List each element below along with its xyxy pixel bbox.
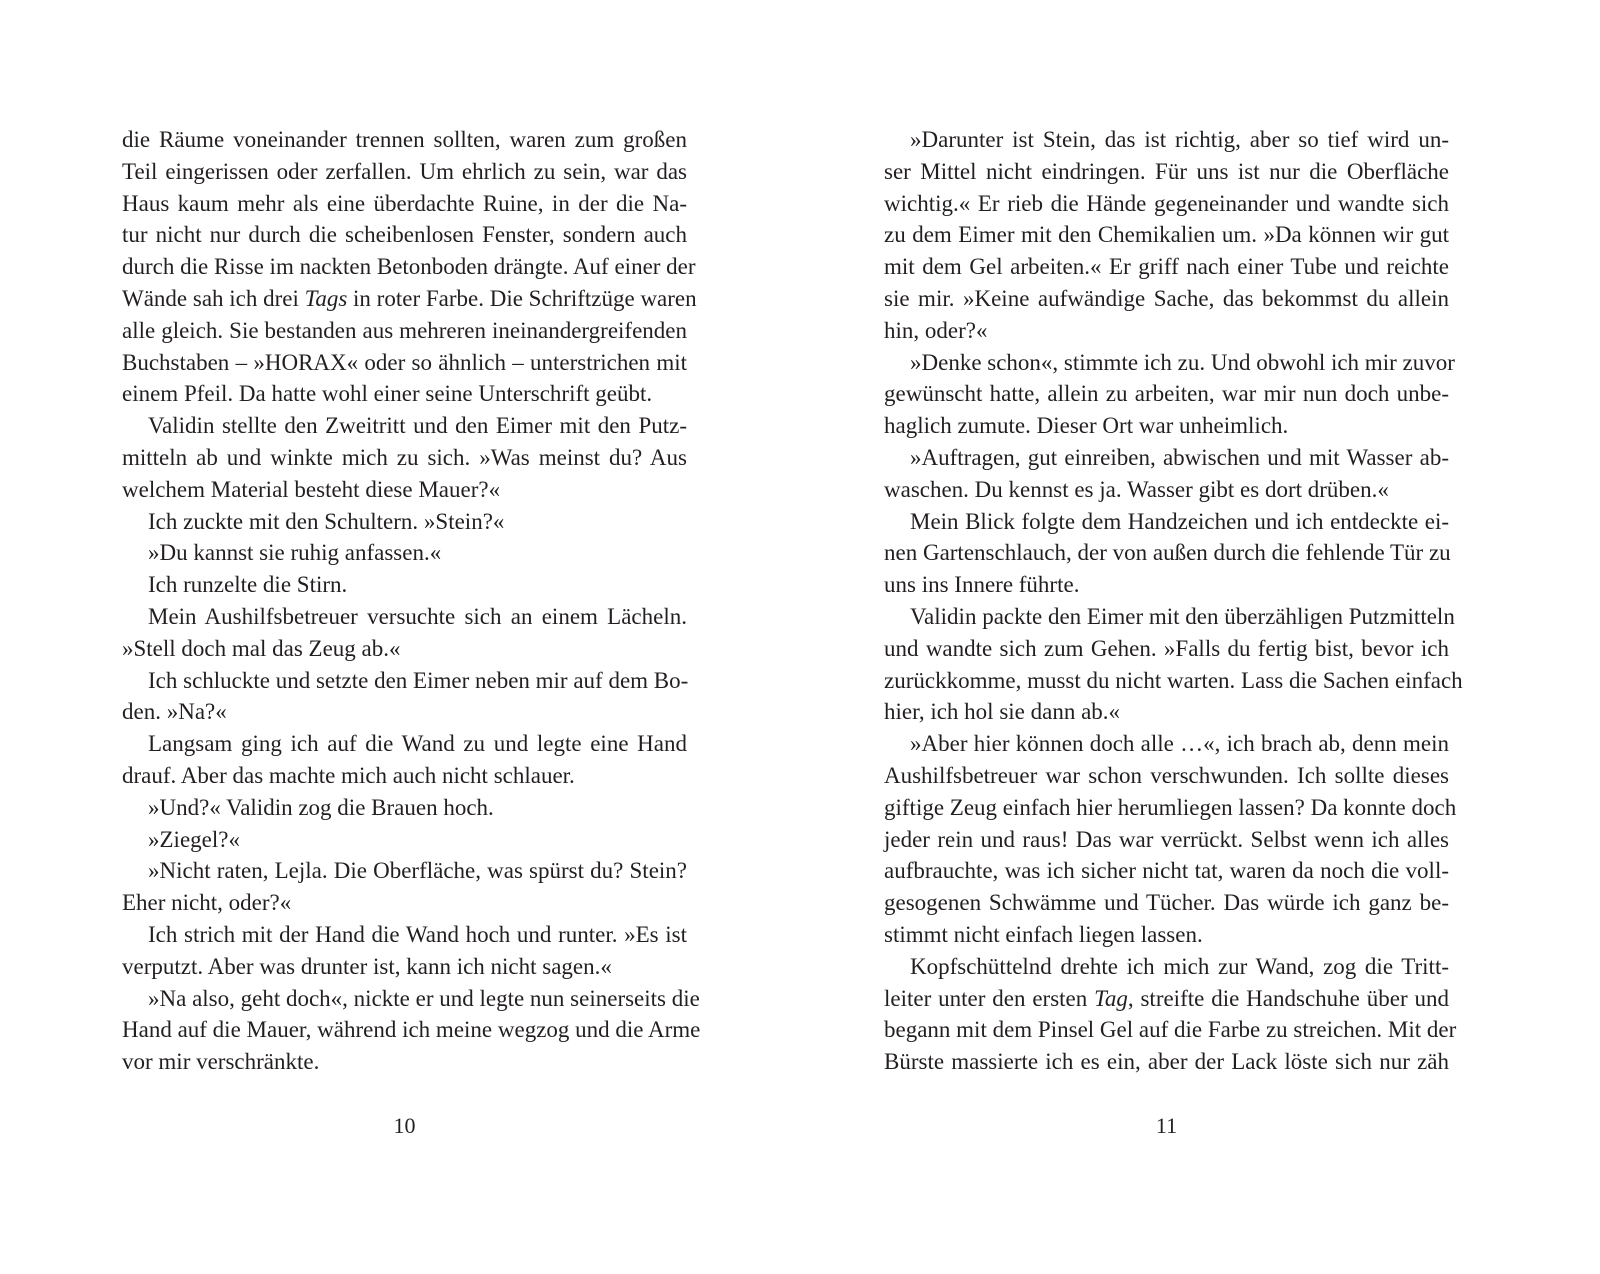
text-line: »Und?« Validin zog die Brauen hoch. <box>148 794 494 820</box>
italic-word: Tag <box>1094 985 1128 1011</box>
text-line: »Denke schon«, stimmte ich zu. Und obwohl ich mir zuvor <box>910 349 1455 375</box>
text-line: hier, ich hol sie dann ab.« <box>884 699 1121 725</box>
text-line: »Darunter ist Stein, das ist richtig, aber so tief wird un- <box>910 127 1449 152</box>
text-line: ser Mittel nicht eindringen. Für uns ist nur die Oberfläche <box>884 158 1449 184</box>
text-line: nen Gartenschlauch, der von außen durch die fehlende Tür zu <box>884 540 1451 566</box>
text-line: giftige Zeug einfach hier herumliegen lassen? Da konnte doch <box>884 794 1457 820</box>
text-line: begann mit dem Pinsel Gel auf die Farbe zu streichen. Mit der <box>884 1017 1457 1043</box>
text-line: Buchstaben – »HORAX« oder so ähnlich – unterstrichen mit <box>122 349 687 375</box>
text-line: wichtig.« Er rieb die Hände gegeneinander und wandte sich <box>884 190 1449 216</box>
text-line: Aushilfsbetreuer war schon verschwunden. Ich sollte dieses <box>884 762 1449 788</box>
text-line: »Stell doch mal das Zeug ab.« <box>122 635 401 661</box>
text-line: Bürste massierte ich es ein, aber der Lack löste sich nur zäh <box>884 1049 1449 1075</box>
text-line: Validin stellte den Zweitritt und den Eimer mit den Putz- <box>148 413 687 439</box>
text-line: leiter unter den ersten Tag, streifte die Handschuhe über und <box>884 985 1449 1011</box>
text-line: durch die Risse im nackten Betonboden drängte. Auf einer der <box>122 254 696 280</box>
text-line: jeder rein und raus! Das war verrückt. Selbst wenn ich alles <box>884 826 1449 852</box>
text-line: haglich zumute. Dieser Ort war unheimlich. <box>884 413 1289 439</box>
text-line: Mein Blick folgte dem Handzeichen und ich entdeckte ei- <box>910 508 1449 534</box>
text-line: Eher nicht, oder?« <box>122 890 292 916</box>
text-line: Langsam ging ich auf die Wand zu und legte eine Hand <box>148 731 687 757</box>
text-line: mitteln ab und winkte mich zu sich. »Was meinst du? Aus <box>122 444 687 470</box>
text-line: alle gleich. Sie bestanden aus mehreren ineinandergreifenden <box>122 317 687 343</box>
text-line: hin, oder?« <box>884 317 988 343</box>
text-line: und wandte sich zum Gehen. »Falls du fertig bist, bevor ich <box>884 635 1449 661</box>
text-line: uns ins Innere führte. <box>884 572 1080 598</box>
text-line: verputzt. Aber was drunter ist, kann ich nicht sagen.« <box>122 953 612 979</box>
text-line: Wände sah ich drei Tags in roter Farbe. Die Schriftzüge waren <box>122 285 697 311</box>
right-page-text <box>884 124 1463 1078</box>
text-line: Ich runzelte die Stirn. <box>148 572 348 598</box>
text-line: gesogenen Schwämme und Tücher. Das würde ich ganz be- <box>884 890 1449 916</box>
text-line: »Na also, geht doch«, nickte er und legte nun seinerseits die <box>148 985 700 1011</box>
text-line: Teil eingerissen oder zerfallen. Um ehrlich zu sein, war das <box>122 158 687 184</box>
text-line: drauf. Aber das machte mich auch nicht schlauer. <box>122 762 575 788</box>
italic-word: Tags <box>304 285 348 311</box>
text-line: »Ziegel?« <box>148 826 240 852</box>
left-page-text <box>122 124 701 1078</box>
text-line: Kopfschüttelnd drehte ich mich zur Wand, zog die Tritt- <box>910 953 1449 979</box>
text-line: mit dem Gel arbeiten.« Er griff nach einer Tube und reichte <box>884 254 1449 280</box>
text-line: Hand auf die Mauer, während ich meine wegzog und die Arme <box>122 1017 701 1043</box>
right-page-number: 11 <box>1155 1113 1178 1138</box>
text-line: welchem Material besteht diese Mauer?« <box>122 476 501 502</box>
left-page-number: 10 <box>393 1113 416 1138</box>
text-line: den. »Na?« <box>122 699 227 725</box>
text-line: waschen. Du kennst es ja. Wasser gibt es dort drüben.« <box>884 476 1389 502</box>
text-line: »Auftragen, gut einreiben, abwischen und mit Wasser ab- <box>910 444 1449 470</box>
text-line: »Aber hier können doch alle …«, ich brach ab, denn mein <box>910 731 1449 757</box>
text-line: stimmt nicht einfach liegen lassen. <box>884 921 1203 947</box>
text-line: einem Pfeil. Da hatte wohl einer seine Unterschrift geübt. <box>122 381 653 407</box>
text-line: vor mir verschränkte. <box>122 1049 320 1075</box>
text-line: Ich schluckte und setzte den Eimer neben mir auf dem Bo- <box>148 667 689 693</box>
text-line: Ich zuckte mit den Schultern. »Stein?« <box>148 508 505 534</box>
text-line: zu dem Eimer mit den Chemikalien um. »Da können wir gut <box>884 222 1449 248</box>
text-line: sie mir. »Keine aufwändige Sache, das bekommst du allein <box>884 285 1449 311</box>
text-line: zurückkomme, musst du nicht warten. Lass die Sachen einfach <box>884 667 1463 693</box>
text-line: Mein Aushilfsbetreuer versuchte sich an einem Lächeln. <box>148 603 687 629</box>
text-line: »Nicht raten, Lejla. Die Oberfläche, was spürst du? Stein? <box>148 858 687 884</box>
text-line: gewünscht hatte, allein zu arbeiten, war mir nun doch unbe- <box>884 381 1449 407</box>
text-line: tur nicht nur durch die scheibenlosen Fenster, sondern auch <box>122 222 687 248</box>
text-line: »Du kannst sie ruhig anfassen.« <box>148 540 442 566</box>
text-line: Validin packte den Eimer mit den überzähligen Putzmitteln <box>910 603 1455 629</box>
text-line: aufbrauchte, was ich sicher nicht tat, waren da noch die voll- <box>884 858 1449 884</box>
text-line: Haus kaum mehr als eine überdachte Ruine, in der die Na- <box>122 190 687 216</box>
text-line: die Räume voneinander trennen sollten, waren zum großen <box>122 127 687 152</box>
text-line: Ich strich mit der Hand die Wand hoch und runter. »Es ist <box>148 921 687 947</box>
